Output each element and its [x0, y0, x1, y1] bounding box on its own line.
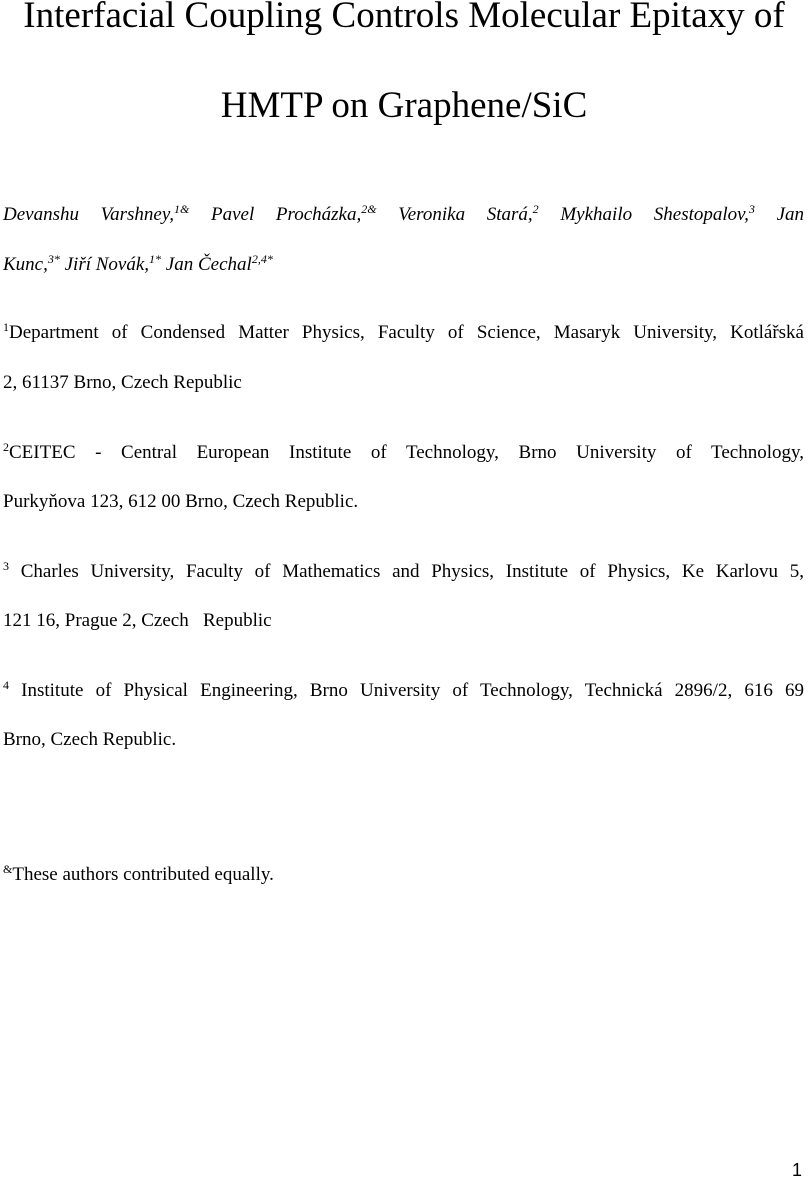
paper-title-line-2: HMTP on Graphene/SiC: [220, 85, 588, 126]
affiliation-3-line-2: [3, 608, 804, 634]
equal-contribution-note: [3, 862, 804, 888]
author-affiliation-mark: 1&: [174, 202, 190, 216]
affiliation-text-part: Purkyňova 123, 612 00 Brno, Czech Republic.: [3, 491, 359, 512]
author-affiliation-mark: 2: [532, 202, 539, 216]
affiliation-mark: 2: [3, 440, 9, 454]
author-name-part: Kunc,: [3, 254, 48, 275]
affiliation-mark: 4: [3, 678, 9, 692]
affiliation-text-part: Charles University, Faculty of Mathematics and Physics, Institute of Physics, Ke Karlovu 5,: [20, 561, 804, 582]
author-name: Jiří Novák,: [64, 254, 150, 275]
author-affiliation-mark: 3: [748, 202, 755, 216]
affiliation-3-line-1: [3, 559, 804, 585]
author-list-line-1: [3, 202, 804, 228]
paper-title-line-1: Interfacial Coupling Controls Molecular Epitaxy of: [23, 0, 785, 36]
author-name: Devanshu Varshney,: [3, 204, 174, 225]
affiliation-text-part: Department of Condensed Matter Physics, Faculty of Science, Masaryk University, Kotlářská: [9, 322, 804, 343]
author-name-part: Jan: [776, 204, 805, 225]
author-affiliation-mark: 2,4*: [251, 252, 273, 266]
author-name: Jan Čechal: [165, 254, 252, 275]
affiliation-4-line-1: [3, 678, 804, 704]
page-number: 1: [791, 1160, 802, 1180]
author-name: Veronika Stará,: [398, 204, 533, 225]
affiliation-1-line-2: [3, 370, 804, 396]
affiliation-mark: 1: [3, 320, 9, 334]
affiliation-text-part: 121 16, Prague 2, Czech Republic: [3, 610, 272, 631]
author-affiliation-mark: 1*: [149, 252, 162, 266]
note-text: These authors contributed equally.: [12, 864, 274, 885]
author-affiliation-mark: 3*: [47, 252, 60, 266]
author-name: Mykhailo Shestopalov,: [560, 204, 749, 225]
affiliation-mark: 3: [3, 559, 9, 573]
affiliation-text-part: CEITEC - Central European Institute of Technology, Brno University of Technology,: [9, 442, 804, 463]
affiliation-2-line-1: [3, 440, 804, 466]
affiliation-text-part: Brno, Czech Republic.: [3, 729, 177, 750]
author-name: Pavel Procházka,: [211, 204, 362, 225]
affiliation-text-part: Institute of Physical Engineering, Brno University of Technology, Technická 2896/2, 616 69: [21, 680, 805, 701]
affiliation-text-part: 2, 61137 Brno, Czech Republic: [3, 372, 242, 393]
author-affiliation-mark: 2&: [361, 202, 377, 216]
affiliation-4-line-2: [3, 727, 804, 753]
note-mark: &: [3, 862, 13, 876]
author-list-line-2: [3, 252, 804, 278]
affiliation-2-line-2: [3, 489, 804, 515]
affiliation-1-line-1: [3, 320, 804, 346]
